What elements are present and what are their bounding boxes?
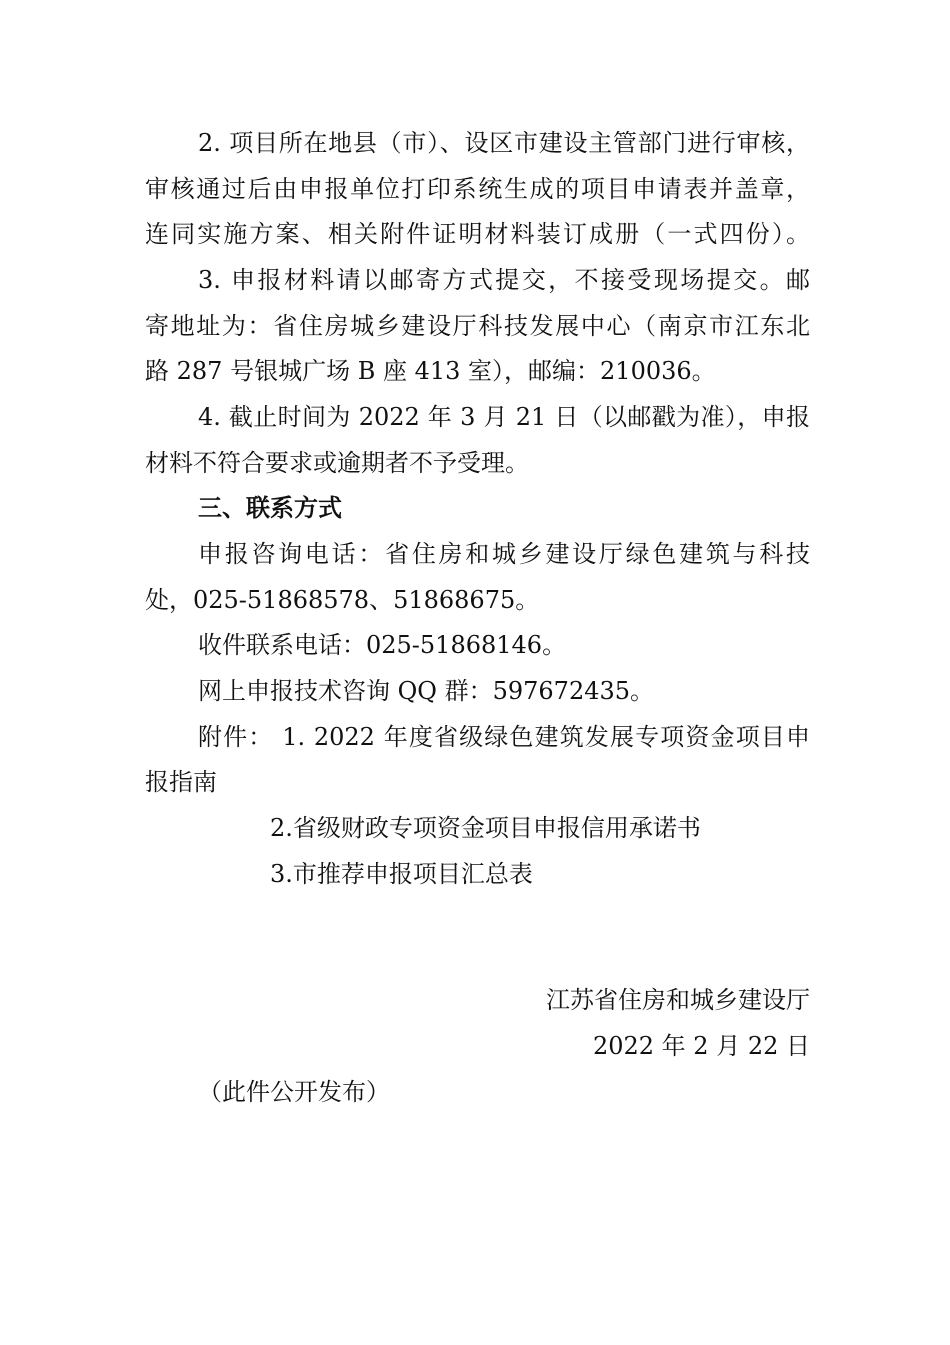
attachment-3: 3.市推荐申报项目汇总表: [270, 860, 533, 888]
consult-phone-line-2: 处，025-51868578、51868675。: [145, 586, 540, 614]
paragraph-4-line-1: 4. 截止时间为 2022 年 3 月 21 日（以邮戳为准），申报: [198, 403, 810, 431]
paragraph-2-line-2: 审核通过后由申报单位打印系统生成的项目申请表并盖章，: [145, 175, 810, 203]
paragraph-2-line-1: 2. 项目所在地县（市）、设区市建设主管部门进行审核，: [198, 129, 810, 157]
publication-note: （此件公开发布）: [198, 1078, 390, 1106]
paragraph-2-line-3: 连同实施方案、相关附件证明材料装订成册（一式四份）。: [145, 220, 810, 248]
paragraph-3-line-2: 寄地址为：省住房城乡建设厅科技发展中心（南京市江东北: [145, 312, 810, 340]
receipt-phone: 收件联系电话：025-51868146。: [198, 631, 567, 659]
issuer-name: 江苏省住房和城乡建设厅: [546, 986, 810, 1014]
attachment-1-line-1: 附件： 1. 2022 年度省级绿色建筑发展专项资金项目申: [198, 723, 810, 751]
attachment-1-line-2: 报指南: [145, 768, 217, 796]
attachment-2: 2.省级财政专项资金项目申报信用承诺书: [270, 814, 701, 842]
section-heading-contact: 三、联系方式: [198, 493, 342, 522]
paragraph-3-line-3: 路 287 号银城广场 B 座 413 室），邮编：210036。: [145, 357, 716, 385]
paragraph-4-line-2: 材料不符合要求或逾期者不予受理。: [145, 449, 529, 477]
qq-group: 网上申报技术咨询 QQ 群：597672435。: [198, 677, 655, 705]
issue-date: 2022 年 2 月 22 日: [592, 1032, 810, 1060]
consult-phone-line-1: 申报咨询电话：省住房和城乡建设厅绿色建筑与科技: [198, 540, 810, 568]
paragraph-3-line-1: 3. 申报材料请以邮寄方式提交，不接受现场提交。邮: [198, 266, 810, 294]
